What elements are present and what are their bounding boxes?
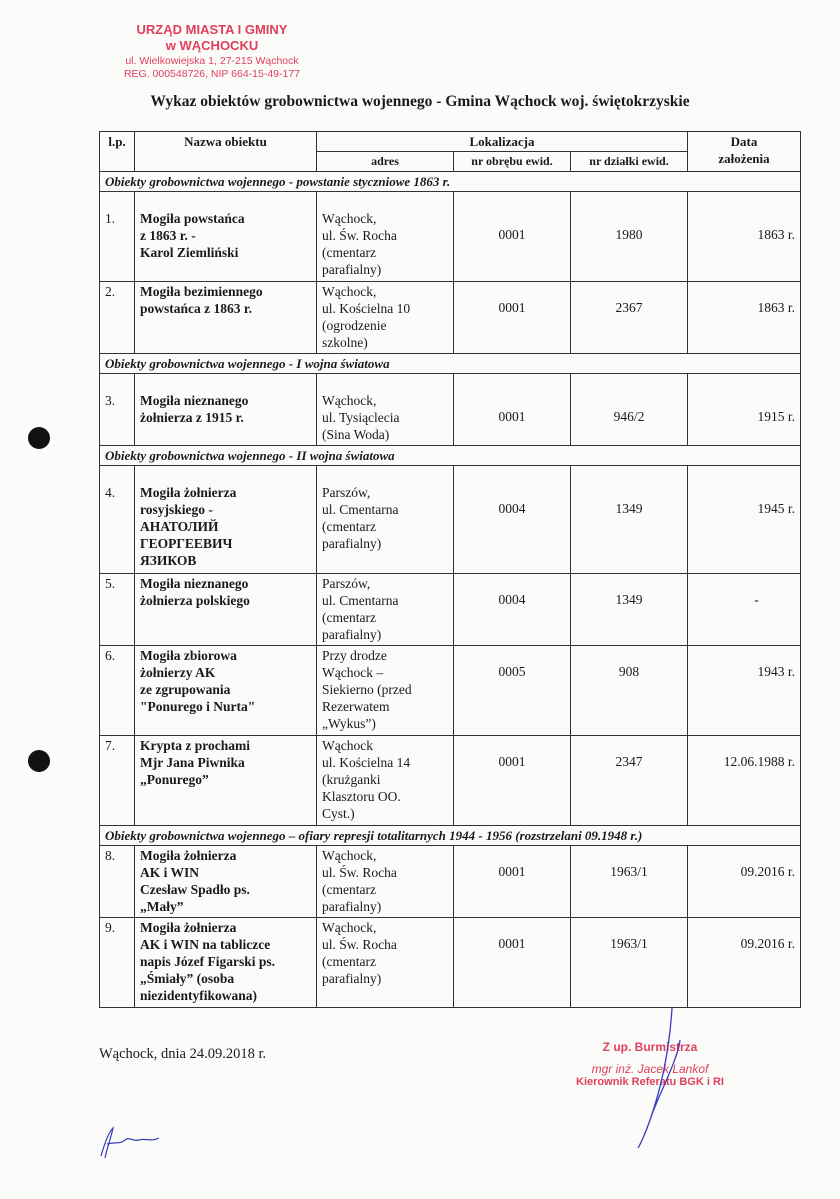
plot-number: 2367 [571,282,688,354]
plot-number: 908 [571,646,688,736]
row-number: 1. [100,192,135,282]
address-line: parafialny) [322,536,382,551]
object-name [135,646,317,736]
section-row [100,354,801,374]
object-name [135,282,317,354]
plot-number: 1980 [571,192,688,282]
table-row [100,646,801,736]
stamp-line-2: w WĄCHOCKU [165,38,259,53]
object-name-line: ГЕОРГЕЕВИЧ [140,536,233,551]
row-number: 7. [100,736,135,826]
address-line: Wąchock [322,738,373,753]
object-name-line: АНАТОЛИЙ [140,519,219,534]
established-date: - [688,574,801,646]
header-date [688,132,801,172]
table-row [100,466,801,574]
signature-stamp-line-1: Z up. Burmistrza [602,1040,698,1054]
section-title: Obiekty grobownictwa wojennego - I wojna światowa [100,354,801,374]
precinct-number: 0001 [454,282,571,354]
address-line: Siekierno (przed [322,682,412,697]
plot-number: 1349 [571,466,688,574]
object-name-line: Czesław Spadło ps. [140,882,250,897]
section-title: Obiekty grobownictwa wojennego - powstanie styczniowe 1863 r. [100,172,801,192]
address-line: (cmentarz [322,882,376,897]
address-line: Wąchock, [322,848,377,863]
section-row [100,446,801,466]
address-line: Rezerwatem [322,699,390,714]
header-plot: nr działki ewid. [571,152,688,172]
table-row [100,282,801,354]
stamp-line-1: URZĄD MIASTA I GMINY [136,22,288,37]
address-line: szkolne) [322,335,368,350]
address-line: (cmentarz [322,954,376,969]
row-number: 9. [100,918,135,1008]
object-name-line: ze zgrupowania [140,682,231,697]
header-address: adres [317,152,454,172]
object-name-line: żołnierzy AK [140,665,216,680]
punch-hole-bottom [28,750,50,772]
precinct-number: 0004 [454,574,571,646]
table-row [100,846,801,918]
established-date: 1863 r. [688,282,801,354]
row-number: 5. [100,574,135,646]
object-address [317,192,454,282]
object-name-line: Mogiła zbiorowa [140,648,237,663]
header-location: Lokalizacja [317,132,688,152]
object-name-line: ЯЗИКОВ [140,553,197,568]
table-row [100,192,801,282]
address-line: Wąchock, [322,211,377,226]
table-row [100,374,801,446]
address-line: Wąchock, [322,393,377,408]
address-line: parafialny) [322,627,382,642]
object-name-line: Mogiła powstańca [140,211,245,226]
object-address [317,574,454,646]
plot-number: 1963/1 [571,846,688,918]
row-number: 6. [100,646,135,736]
object-address [317,918,454,1008]
address-line: parafialny) [322,262,382,277]
object-name-line: Mogiła żołnierza [140,920,237,935]
established-date: 09.2016 r. [688,846,801,918]
precinct-number: 0001 [454,918,571,1008]
object-name [135,736,317,826]
header-precinct: nr obrębu ewid. [454,152,571,172]
object-name-line: Krypta z prochami [140,738,250,753]
section-title: Obiekty grobownictwa wojennego – ofiary represji totalitarnych 1944 - 1956 (rozstrzelani 09.1948 r.) [100,826,801,846]
stamp-line-3: ul. Wielkowiejska 1, 27-215 Wąchock [125,55,299,67]
plot-number: 2347 [571,736,688,826]
established-date: 09.2016 r. [688,918,801,1008]
table-row [100,918,801,1008]
office-stamp [112,22,312,81]
object-name [135,846,317,918]
object-address [317,466,454,574]
official-signature [620,1000,690,1150]
row-number: 3. [100,374,135,446]
object-name [135,192,317,282]
address-line: (Sina Woda) [322,427,390,442]
object-address [317,646,454,736]
address-line: (cmentarz [322,245,376,260]
object-name-line: niezidentyfikowana) [140,988,258,1003]
object-address [317,374,454,446]
header-name: Nazwa obiektu [135,132,317,172]
plot-number: 1963/1 [571,918,688,1008]
object-name-line: żołnierza polskiego [140,593,250,608]
object-name [135,574,317,646]
stamp-line-4: REG. 000548726, NIP 664-15-49-177 [123,68,301,80]
address-line: (cmentarz [322,519,376,534]
object-name [135,918,317,1008]
precinct-number: 0001 [454,192,571,282]
address-line: (krużganki [322,772,381,787]
object-name [135,466,317,574]
table-row [100,574,801,646]
section-title: Obiekty grobownictwa wojennego - II wojna światowa [100,446,801,466]
address-line: parafialny) [322,971,382,986]
established-date: 1863 r. [688,192,801,282]
header-lp: l.p. [100,132,135,172]
precinct-number: 0005 [454,646,571,736]
address-line: (cmentarz [322,610,376,625]
table-row [100,736,801,826]
address-line: ul. Cmentarna [322,593,399,608]
object-name-line: Mogiła nieznanego [140,576,249,591]
header-date-line-2: założenia [718,151,770,166]
address-line: Wąchock, [322,920,377,935]
object-name-line: napis Józef Figarski ps. [140,954,276,969]
object-address [317,282,454,354]
address-line: Klasztoru OO. [322,789,401,804]
section-row [100,826,801,846]
address-line: ul. Kościelna 10 [322,301,411,316]
object-name-line: powstańca z 1863 r. [140,301,253,316]
header-date-line-1: Data [730,134,758,149]
table-body [100,172,801,1008]
established-date: 1915 r. [688,374,801,446]
address-line: parafialny) [322,899,382,914]
initials-signature [95,1122,165,1162]
established-date: 1945 r. [688,466,801,574]
address-line: ul. Tysiąclecia [322,410,400,425]
object-name-line: żołnierza z 1915 r. [140,410,244,425]
document-title: Wykaz obiektów grobownictwa wojennego - Gmina Wąchock woj. świętokrzyskie [150,93,690,110]
precinct-number: 0001 [454,846,571,918]
address-line: ul. Św. Rocha [322,865,397,880]
object-name-line: Mjr Jana Piwnika [140,755,245,770]
object-name-line: "Ponurego i Nurta" [140,699,256,714]
object-name-line: „Śmiały” (osoba [140,971,235,986]
object-address [317,846,454,918]
address-line: Parszów, [322,485,371,500]
address-line: (ogrodzenie [322,318,387,333]
address-line: ul. Kościelna 14 [322,755,411,770]
address-line: Wąchock – [322,665,384,680]
precinct-number: 0004 [454,466,571,574]
object-name-line: „Ponurego” [140,772,209,787]
plot-number: 946/2 [571,374,688,446]
address-line: ul. Św. Rocha [322,228,397,243]
object-name-line: Mogiła nieznanego [140,393,249,408]
address-line: Przy drodze [322,648,387,663]
object-address [317,736,454,826]
precinct-number: 0001 [454,736,571,826]
row-number: 2. [100,282,135,354]
address-line: Wąchock, [322,284,377,299]
established-date: 1943 r. [688,646,801,736]
plot-number: 1349 [571,574,688,646]
address-line: ul. Cmentarna [322,502,399,517]
object-name-line: „Mały” [140,899,184,914]
object-name-line: Mogiła żołnierza [140,485,237,500]
punch-hole-top [28,427,50,449]
signature-stamp-line-3: Kierownik Referatu BGK i RI [576,1076,724,1088]
place-and-date: Wąchock, dnia 24.09.2018 r. [99,1046,267,1062]
object-name-line: Karol Ziemliński [140,245,239,260]
object-name-line: AK i WIN na tabliczce [140,937,271,952]
object-name-line: Mogiła bezimiennego [140,284,263,299]
object-name [135,374,317,446]
precinct-number: 0001 [454,374,571,446]
established-date: 12.06.1988 r. [688,736,801,826]
war-graves-table [99,131,801,1008]
object-name-line: AK i WIN [140,865,200,880]
address-line: Cyst.) [322,806,355,821]
object-name-line: Mogiła żołnierza [140,848,237,863]
section-row [100,172,801,192]
object-name-line: z 1863 r. - [140,228,196,243]
row-number: 8. [100,846,135,918]
object-name-line: rosyjskiego - [140,502,213,517]
address-line: ul. Św. Rocha [322,937,397,952]
signature-stamp-line-2: mgr inż. Jacek Lankof [591,1062,709,1076]
address-line: „Wykus”) [322,716,376,731]
address-line: Parszów, [322,576,371,591]
row-number: 4. [100,466,135,574]
